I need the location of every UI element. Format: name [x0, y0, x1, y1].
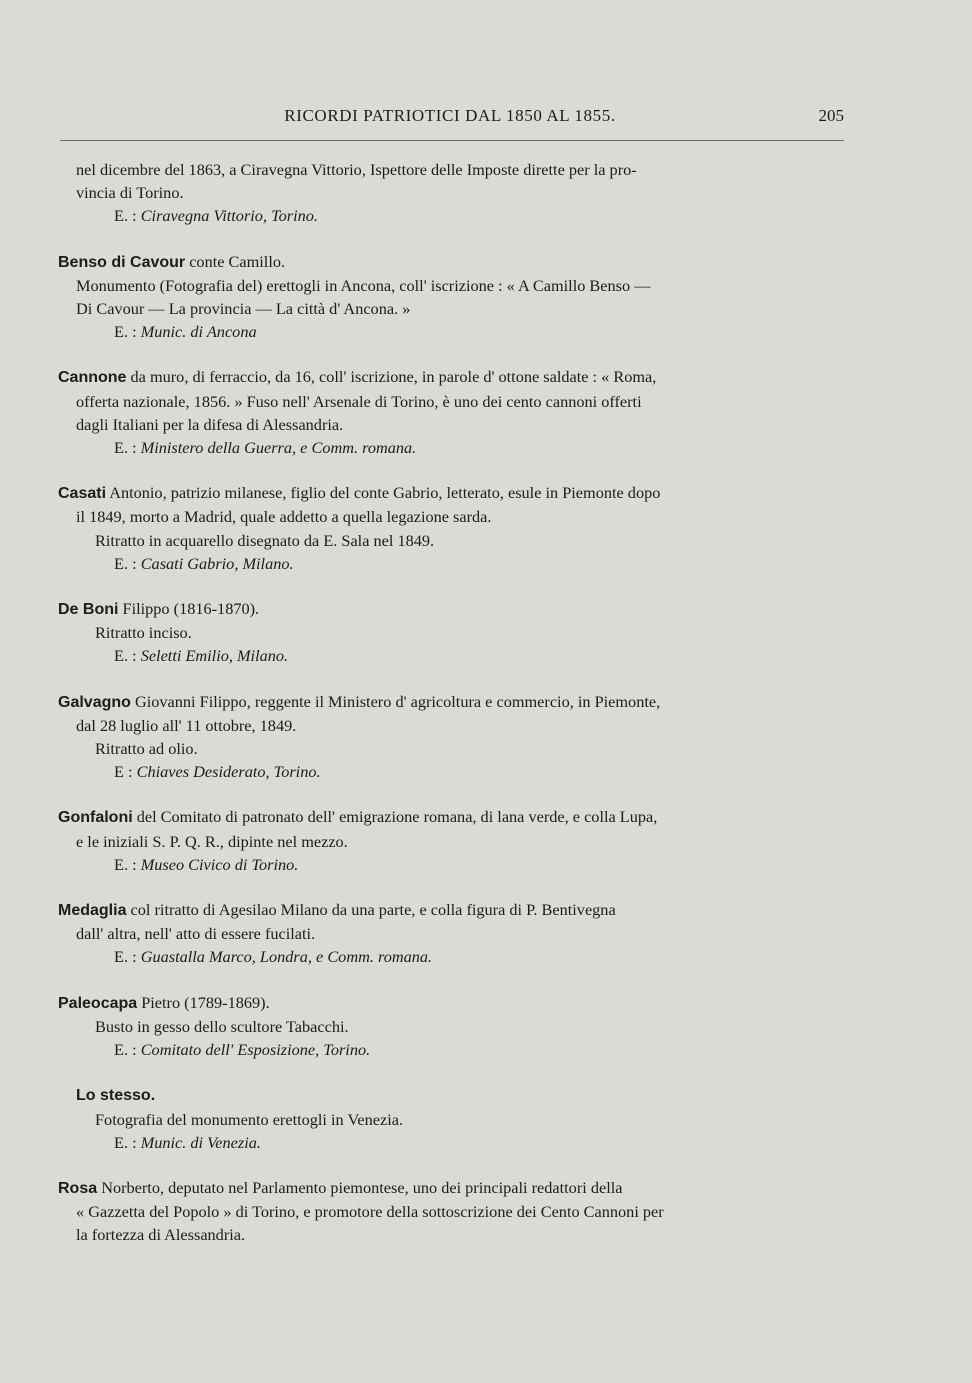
entry-text: Antonio, patrizio milanese, figlio del conte Gabrio, letterato, esule in Piemonte dopo	[106, 483, 661, 503]
entry-text: Pietro (1789-1869).	[137, 992, 270, 1012]
entry-heading	[58, 898, 844, 922]
entry-description: Di Cavour — La provincia — La città d' Ancona. »	[76, 299, 411, 319]
entry-source	[114, 760, 844, 783]
entry-de-boni	[58, 597, 844, 668]
entry-text: conte Camillo.	[185, 251, 286, 271]
entry-benso-di-cavour	[58, 250, 844, 344]
entry-line: la fortezza di Alessandria.	[76, 1225, 246, 1245]
source-name: Munic. di Ancona	[140, 322, 257, 342]
source-name: Comitato dell' Esposizione, Torino.	[140, 1040, 371, 1060]
entry-heading	[58, 690, 844, 714]
entry-lo-stesso	[58, 1083, 844, 1154]
entry-medaglia	[58, 898, 844, 969]
source-name: Guastalla Marco, Londra, e Comm. romana.	[140, 947, 433, 967]
entry-cannone	[58, 365, 844, 459]
entry-name: Lo stesso.	[76, 1087, 156, 1105]
source-label: E. :	[114, 206, 137, 226]
entry-heading	[58, 1176, 844, 1200]
source-name: Casati Gabrio, Milano.	[140, 553, 294, 573]
source-name: Ministero della Guerra, e Comm. romana.	[140, 438, 417, 458]
entry-name: Gonfaloni	[58, 809, 133, 827]
entry-text: Norberto, deputato nel Parlamento piemontese, uno dei principali redattori della	[97, 1177, 623, 1197]
entry-description: Fotografia del monumento erettogli in Venezia.	[95, 1109, 404, 1129]
source-label: E. :	[114, 553, 137, 573]
entry-name: Casati	[58, 485, 107, 503]
entry-name: Galvagno	[58, 693, 131, 711]
entry-ciravegna-continuation	[58, 158, 844, 228]
source-label: E. :	[114, 947, 137, 967]
entry-heading	[58, 805, 844, 829]
entry-description: Busto in gesso dello scultore Tabacchi.	[95, 1016, 349, 1036]
entry-galvagno	[58, 690, 844, 784]
entry-description: Ritratto ad olio.	[95, 739, 198, 759]
entry-heading	[58, 597, 844, 621]
entry-line: il 1849, morto a Madrid, quale addetto a quella legazione sarda.	[76, 507, 492, 527]
entry-name: Benso di Cavour	[58, 253, 186, 271]
entry-description: Ritratto in acquarello disegnato da E. Sala nel 1849.	[95, 530, 435, 550]
entry-line: dal 28 luglio all' 11 ottobre, 1849.	[76, 715, 297, 735]
running-header	[60, 106, 844, 130]
source-label: E. :	[114, 1040, 137, 1060]
entry-line: vincia di Torino.	[76, 183, 184, 203]
entry-name: Rosa	[58, 1179, 98, 1197]
entry-description: Ritratto inciso.	[95, 623, 192, 643]
page-number: 205	[818, 106, 844, 125]
entry-text: Filippo (1816-1870).	[118, 599, 260, 619]
entry-source	[114, 1038, 844, 1061]
entry-gonfaloni	[58, 805, 844, 876]
entry-source	[114, 853, 844, 876]
entry-source	[114, 436, 844, 459]
entry-source	[114, 204, 844, 227]
entry-name: De Boni	[58, 601, 119, 619]
entry-line: offerta nazionale, 1856. » Fuso nell' Arsenale di Torino, è uno dei cento cannoni offerti	[76, 391, 642, 411]
entry-heading	[58, 250, 844, 274]
entry-source	[114, 320, 844, 343]
header-rule	[60, 140, 844, 141]
source-label: E. :	[114, 322, 137, 342]
entry-line: « Gazzetta del Popolo » di Torino, e promotore della sottoscrizione dei Cento Cannoni per	[76, 1202, 664, 1222]
source-label: E. :	[114, 646, 137, 666]
entry-line: dall' altra, nell' atto di essere fucilati.	[76, 924, 316, 944]
page-body	[58, 158, 844, 1269]
entry-text: col ritratto di Agesilao Milano da una parte, e colla figura di P. Bentivegna	[126, 900, 616, 920]
entry-rosa	[58, 1176, 844, 1247]
source-name: Seletti Emilio, Milano.	[140, 646, 289, 666]
entry-name: Cannone	[58, 369, 127, 387]
source-name: Munic. di Venezia.	[140, 1132, 261, 1152]
source-label: E. :	[114, 854, 137, 874]
running-title: RICORDI PATRIOTICI DAL 1850 AL 1855.	[284, 106, 616, 125]
entry-paleocapa	[58, 991, 844, 1062]
entry-name: Medaglia	[58, 902, 127, 920]
entry-text: da muro, di ferraccio, da 16, coll' iscrizione, in parole d' ottone saldate : « Roma,	[126, 367, 657, 387]
source-name: Ciravegna Vittorio, Torino.	[140, 206, 318, 226]
source-name: Chiaves Desiderato, Torino.	[136, 762, 321, 782]
entry-line: nel dicembre del 1863, a Ciravegna Vittorio, Ispettore delle Imposte dirette per la pro-	[76, 160, 637, 179]
entry-source	[114, 945, 844, 968]
source-label: E. :	[114, 438, 137, 458]
entry-casati	[58, 481, 844, 575]
source-label: E :	[114, 762, 133, 782]
entry-text: del Comitato di patronato dell' emigrazione romana, di lana verde, e colla Lupa,	[132, 807, 658, 827]
entry-source	[114, 644, 844, 667]
entry-heading	[58, 991, 844, 1015]
entry-source	[114, 1131, 844, 1154]
entry-source	[114, 552, 844, 575]
entry-heading	[76, 1083, 844, 1107]
source-label: E. :	[114, 1132, 137, 1152]
entry-description: Monumento (Fotografia del) erettogli in Ancona, coll' iscrizione : « A Camillo Benso —	[76, 275, 651, 295]
entry-line: dagli Italiani per la difesa di Alessandria.	[76, 414, 344, 434]
entry-text: Giovanni Filippo, reggente il Ministero d' agricoltura e commercio, in Piemonte,	[130, 691, 661, 711]
entry-line: e le iniziali S. P. Q. R., dipinte nel mezzo.	[76, 831, 348, 851]
entry-heading	[58, 481, 844, 505]
source-name: Museo Civico di Torino.	[140, 854, 299, 874]
entry-heading	[58, 365, 844, 389]
entry-name: Paleocapa	[58, 994, 138, 1012]
